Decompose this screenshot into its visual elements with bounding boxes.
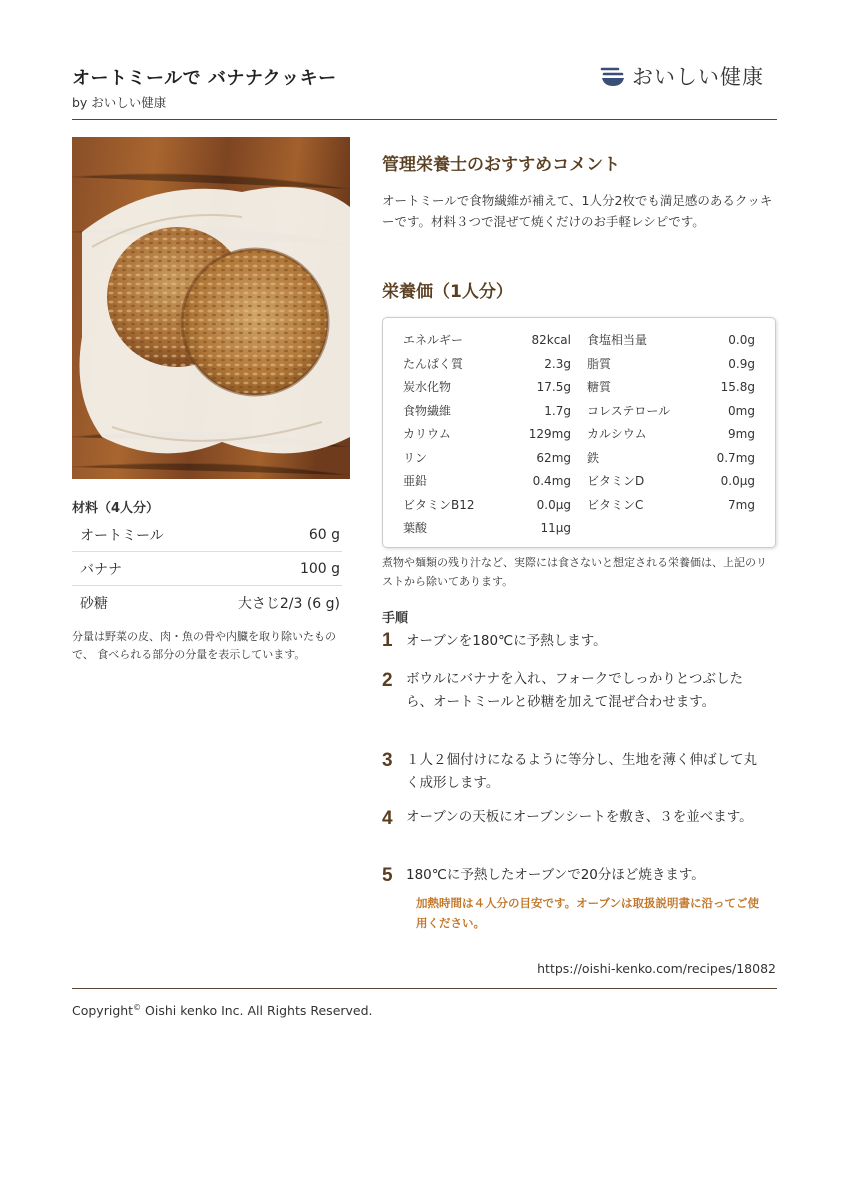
nutrition-row (587, 352, 755, 375)
brand-logo[interactable] (600, 60, 780, 92)
ingredient-name: バナナ (80, 561, 122, 578)
ingredients-title: 材料（4人分） (72, 501, 160, 516)
nutrition-row (403, 352, 571, 375)
nutrient-value: 0mg (728, 403, 755, 418)
nutrition-row (587, 399, 755, 422)
nutrient-value: 17.5g (536, 379, 571, 394)
nutrient-name: ビタミンC (587, 498, 644, 512)
ingredient-amount: 60 g (308, 526, 340, 543)
footer-divider (72, 988, 777, 989)
nutrition-row (403, 493, 571, 516)
step-text: 180℃に予熱したオーブンで20分ほど焼きます。 (406, 867, 705, 883)
nutrient-name: 葉酸 (403, 521, 428, 535)
nutrition-title: 栄養価（1人分） (382, 282, 513, 302)
nutrient-value: 7mg (728, 497, 755, 512)
nutrition-row (587, 328, 755, 351)
nutrient-value: 0.4mg (532, 473, 571, 488)
nutrition-row (403, 328, 571, 351)
nutrition-row (403, 399, 571, 422)
nutrient-name: 亜鉛 (403, 474, 428, 488)
ingredients-note: 分量は野菜の皮、肉・魚の骨や内臓を取り除いたもので、 食べられる部分の分量を表示しています。 (72, 630, 336, 661)
nutrient-value: 9mg (728, 426, 755, 441)
copyright-rest: Oishi kenko Inc. All Rights Reserved. (141, 1003, 373, 1019)
nutrient-name: エネルギー (403, 333, 464, 347)
oatmeal-cookie-photo (72, 137, 350, 479)
recipe-title: オートミールで バナナクッキー (72, 68, 337, 89)
brand-logo-text: おいしい健康 (632, 65, 764, 89)
bowl-logo-icon (600, 64, 626, 88)
nutrition-row (587, 422, 755, 445)
nutrition-row (587, 446, 755, 469)
nutrient-name: 食物繊維 (403, 404, 452, 418)
nutrient-value: 1.7g (544, 403, 571, 418)
step-number: 5 (382, 865, 393, 886)
nutrient-value: 0.0µg (720, 473, 755, 488)
nutrition-row (403, 446, 571, 469)
nutrient-value: 15.8g (720, 379, 755, 394)
nutrition-row (403, 516, 571, 539)
nutrient-name: ビタミンD (587, 474, 645, 488)
step-text: オーブンの天板にオーブンシートを敷き、３を並べます。 (406, 809, 753, 825)
ingredient-row (72, 518, 342, 552)
nutrition-table (382, 317, 776, 548)
nutrient-name: コレステロール (587, 404, 671, 418)
recipe-url-link[interactable]: https://oishi-kenko.com/recipes/18082 (537, 961, 776, 976)
nutrient-name: 炭水化物 (403, 380, 452, 394)
nutrient-name: リン (403, 451, 428, 465)
ingredient-row (72, 552, 342, 586)
nutrition-row (403, 422, 571, 445)
nutrient-name: 食塩相当量 (587, 333, 648, 347)
ingredient-amount: 大さじ2/3 (6 g) (237, 595, 340, 612)
step-text: ボウルにバナナを入れ、フォークでしっかりとつぶしたら、オートミールと砂糖を加えて混ぜ合わせます。 (406, 671, 743, 710)
comment-body: オートミールで食物繊維が補えて、1人分2枚でも満足感のあるクッキーです。材料３つで混ぜて焼くだけのお手軽レシピです。 (382, 193, 773, 229)
nutrient-value: 62mg (536, 450, 571, 465)
ingredients-table (72, 518, 342, 619)
ingredient-name: 砂糖 (80, 595, 108, 612)
step-text: オーブンを180℃に予熱します。 (406, 633, 607, 649)
nutrient-name: 脂質 (587, 357, 612, 371)
nutrient-name: カルシウム (587, 427, 647, 441)
nutrient-value: 0.7mg (716, 450, 755, 465)
step-number: 1 (382, 630, 393, 651)
nutrient-value: 11µg (540, 520, 571, 535)
nutrient-value: 0.9g (728, 356, 755, 371)
step-number: 2 (382, 670, 393, 691)
nutrient-name: たんぱく質 (403, 357, 464, 371)
steps-title: 手順 (382, 611, 409, 626)
ingredient-amount: 100 g (299, 560, 340, 577)
nutrient-value: 129mg (528, 426, 571, 441)
nutrition-note: 煮物や麺類の残り汁など、実際には食さないと想定される栄養価は、上記のリストから除いてあります。 (382, 556, 767, 588)
nutrient-name: ビタミンB12 (403, 498, 475, 512)
nutrition-row (403, 469, 571, 492)
nutrient-value: 82kcal (531, 332, 571, 347)
nutrient-name: 糖質 (587, 380, 612, 394)
nutrition-row (403, 375, 571, 398)
nutrient-name: 鉄 (587, 451, 600, 465)
nutrition-row (587, 493, 755, 516)
step-text: １人２個付けになるように等分し、生地を薄く伸ばして丸く成形します。 (406, 752, 757, 791)
header-divider (72, 119, 777, 120)
comment-title: 管理栄養士のおすすめコメント (382, 155, 621, 175)
nutrient-value: 0.0µg (536, 497, 571, 512)
nutrient-value: 0.0g (728, 332, 755, 347)
nutrition-row (587, 469, 755, 492)
copyright-text (72, 1003, 373, 1018)
step-number: 4 (382, 808, 393, 829)
ingredient-name: オートミール (80, 527, 164, 544)
nutrition-row (587, 375, 755, 398)
copyright-mark: © (133, 1003, 142, 1012)
nutrient-value: 2.3g (544, 356, 571, 371)
copyright-prefix: Copyright (72, 1003, 134, 1019)
ingredient-row (72, 586, 342, 619)
nutrient-name: カリウム (403, 427, 451, 441)
steps-note: 加熱時間は４人分の目安です。オーブンは取扱説明書に沿ってご使用ください。 (416, 896, 760, 930)
step-number: 3 (382, 750, 393, 771)
recipe-byline: by おいしい健康 (72, 95, 167, 110)
